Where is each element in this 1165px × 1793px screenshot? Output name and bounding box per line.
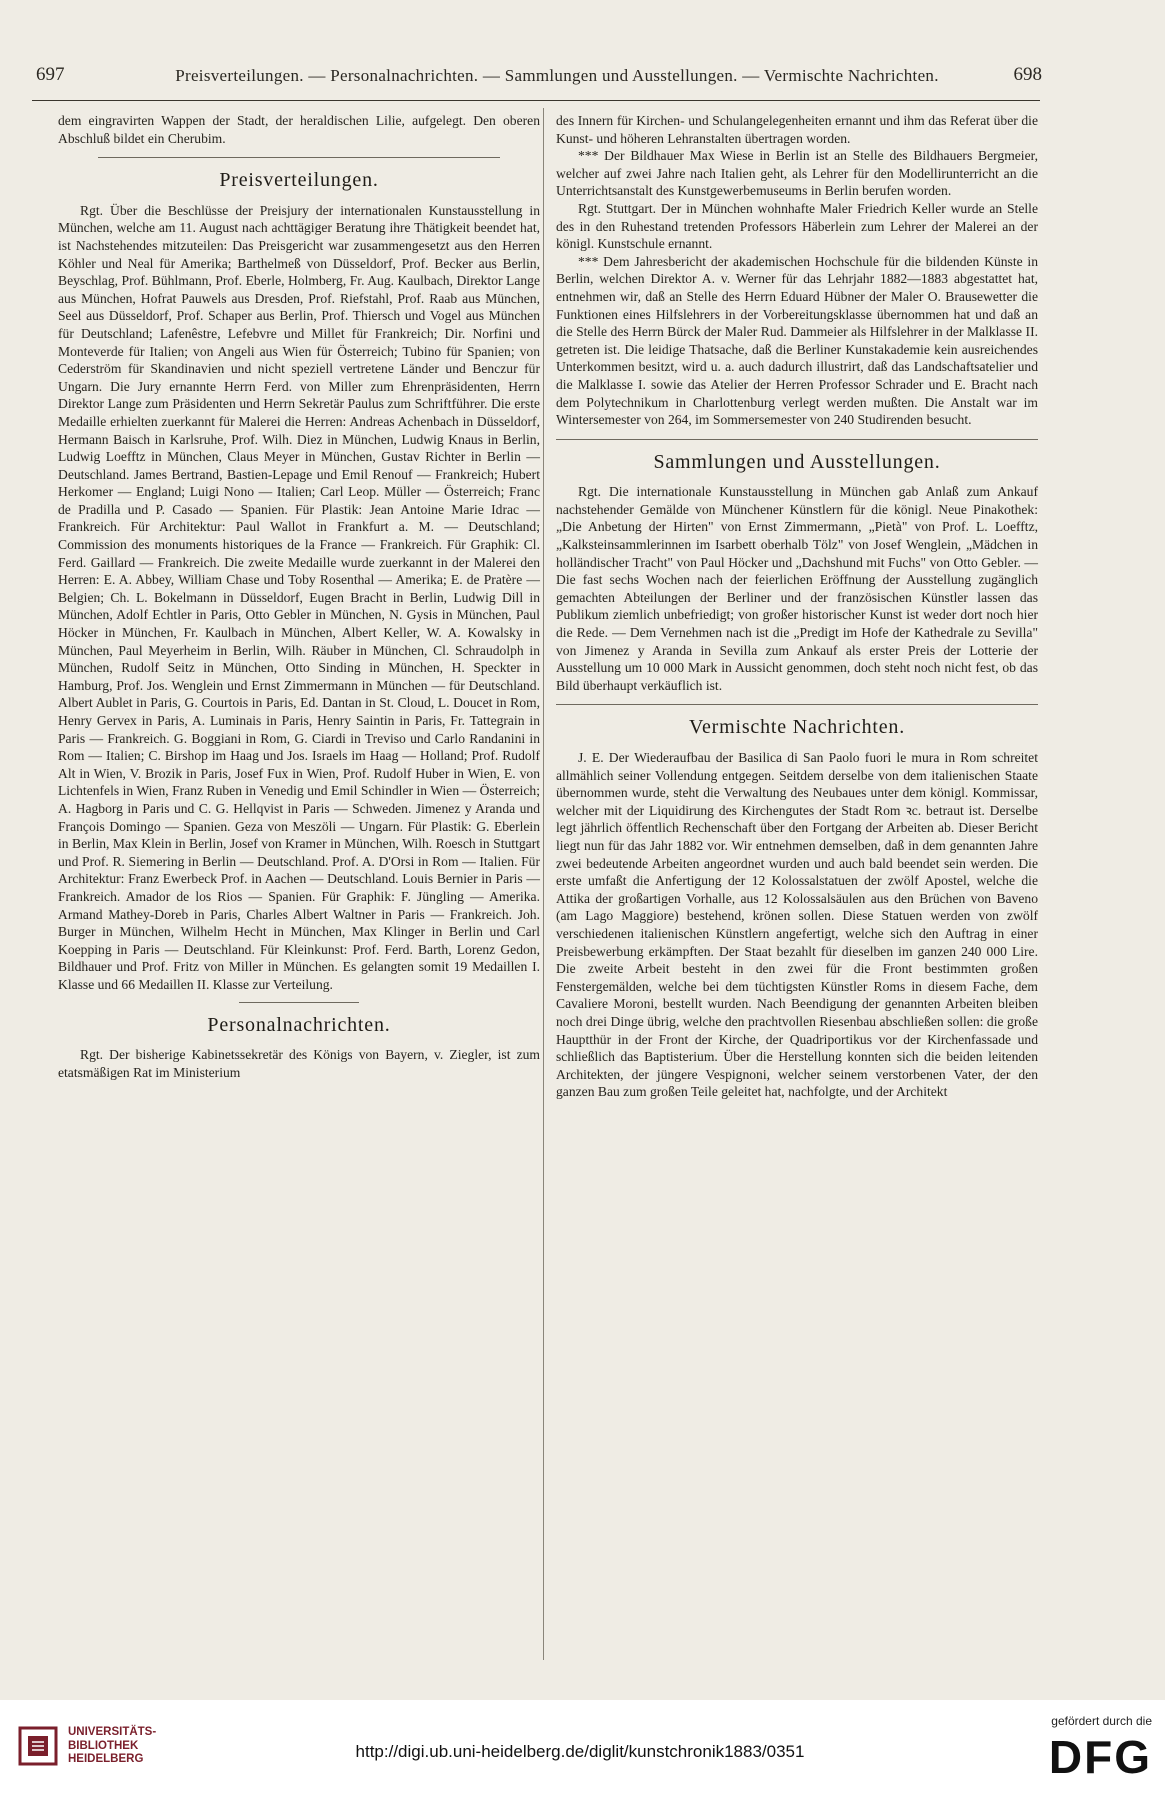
personalnachrichten-text: Rgt. Der bisherige Kabinetssekretär des Königs von Bayern, v. Ziegler, ist zum etatsmäßigen Rat im Ministerium bbox=[58, 1047, 540, 1080]
library-name: UNIVERSITÄTS- BIBLIOTHEK HEIDELBERG bbox=[68, 1726, 157, 1765]
paragraph-wiese: *** Der Bildhauer Max Wiese in Berlin ist an Stelle des Bildhauers Bergmeier, welcher auf zwei Jahre nach Italien geht, als Lehrer für den Modellirunterricht an die Unterrichtsanstalt des Kunstgewerbemuseums in Berlin berufen worden. bbox=[556, 148, 1038, 199]
paragraph-stuttgart: Rgt. Stuttgart. Der in München wohnhafte Maler Friedrich Keller wurde an Stelle des in den Ruhestand tretenden Professors Häberlein zum Lehrer der Malerei an der königl. Kunstschule ernannt. bbox=[556, 200, 1038, 252]
left-column bbox=[58, 112, 540, 1081]
page-number-right: 698 bbox=[1013, 64, 1042, 85]
section-rule bbox=[98, 157, 500, 158]
running-head bbox=[32, 62, 1042, 90]
digitization-footer bbox=[0, 1700, 1165, 1793]
section-title-sammlungen: Sammlungen und Ausstellungen. bbox=[653, 450, 941, 473]
dfg-wordmark: DFG bbox=[1048, 1731, 1152, 1783]
section-title-preisverteilungen: Preisverteilungen. bbox=[219, 169, 379, 192]
library-logo[interactable] bbox=[16, 1722, 166, 1782]
dfg-logo[interactable] bbox=[1032, 1714, 1152, 1789]
permalink-url[interactable]: http://digi.ub.uni-heidelberg.de/diglit/kunstchronik1883/0351 bbox=[355, 1742, 805, 1761]
section-rule bbox=[556, 704, 1038, 705]
running-title: Preisverteilungen. — Personalnachrichten. — Sammlungen und Ausstellungen. — Vermischte Nachrichten. bbox=[175, 66, 939, 85]
page-number-left: 697 bbox=[36, 64, 65, 85]
right-column bbox=[556, 112, 1038, 1101]
header-rule bbox=[32, 100, 1040, 101]
sammlungen-text: Rgt. Die internationale Kunstausstellung in München gab Anlaß zum Ankauf nachstehender Gemälde von Münchener Künstlern für die königl. Neue Pinakothek: „Die Anbetung der Hirten" von Ernst Zimmermann, „Pietà" von Prof. L. Loefftz, „Kalksteinsammlerinnen im Isarbett oberhalb Tölz" von Josef Wenglein, „Mädchen in holländischer Tracht" von Paul Höcker und „Dachshund mit Fuchs" von Otto Gebler. — Die fast sechs Wochen nach der feierlichen Eröffnung der Ausstellung zugänglich gemachten Abteilungen der Berliner und der französischen Künstler lassen das Publikum ziemlich unbefriedigt; von großer historischer Kunst ist weder dort noch hier die Rede. — Dem Vernehmen nach ist die „Predigt im Hofe der Kathedrale zu Sevilla" von Jimenez y Aranda in Sevilla zum Ankauf als erster Preis der Lotterie der Ausstellung um 10 000 Mark in Aussicht genommen, doch steht noch nicht fest, ob das Bild überhaupt verkäuflich ist. bbox=[556, 484, 1038, 693]
section-title-vermischte: Vermischte Nachrichten. bbox=[688, 716, 906, 739]
vermischte-text: J. E. Der Wiederaufbau der Basilica di San Paolo fuori le mura in Rom schreitet allmählich seiner Vollendung entgegen. Seitdem derselbe von dem italienischen Staate übernommen wurde, steht die Verwaltung des Neubaues unter dem königl. Kommissar, welcher mit der Liquidirung des Kirchengutes der Stadt Rom ꝛc. betraut ist. Derselbe legt jährlich öffentlich Rechenschaft über den Fortgang der Arbeiten ab. Dieser Bericht liegt nun für das Jahr 1882 vor. Wir entnehmen demselben, daß in dem genannten Jahre zwei bedeutende Arbeiten angeordnet wurden und auch bald beendet sein werden. Die erste umfaßt die Anfertigung der 12 Kolossalstatuen der zwölf Apostel, welche die Attika der großartigen Vorhalle, aus 12 Kolossalsäulen aus den Brüchen von Baveno (am Lago Maggiore) bestehend, krönen sollen. Diese Statuen werden von zwölf verschiedenen italienischen Künstlern angefertigt, welche sich den Auftrag in einer Preisbewerbung erkämpften. Der Staat bezahlt für dieselben im ganzen 240 000 Lire. Die zweite Arbeit besteht in den zwei für die Front bestimmten großen Fenstergemälden, welche bei dem tüchtigsten Künstler Roms in diesem Fache, dem Cavaliere Moroni, bestellt wurden. Nach Beendigung der genannten Arbeiten bleiben noch drei Dinge übrig, welche den prachtvollen Riesenbau abschließen sollen: die große Hauptthür in der Front der Kirche, der Quadriportikus vor der Kirchenfassade und schließlich das Baptisterium. Über die Herstellung konnten sich die beiden leitenden Architekten, der jüngere Vespignoni, welcher seinem verstorbenen Vater, der den ganzen Bau zum großen Teile geleitet hat, nachfolgte, und der Architekt bbox=[556, 750, 1038, 1100]
university-seal-icon bbox=[16, 1724, 60, 1768]
funding-text: gefördert durch die bbox=[1051, 1714, 1152, 1728]
preisverteilungen-text: Rgt. Über die Beschlüsse der Preisjury der internationalen Kunstausstellung in München, welche am 11. August nach achttägiger Beratung ihre Thätigkeit beendet hat, ist Nachstehendes mitzuteilen: Das Preisgericht war zusammengesetzt aus den Herren Köhler und Neal für Amerika; Barthelmeß von Düsseldorf, Prof. Becker aus Berlin, Beyschlag, Prof. Bühlmann, Prof. Eberle, Holmberg, Fr. Aug. Kaulbach, Direktor Lange aus München, Hofrat Pauwels aus Dresden, Prof. Riefstahl, Prof. Raab aus München, Seel aus Düsseldorf, Prof. Schaper aus Berlin, Prof. Thiersch und Vogel aus München für Deutschland; Lafenêstre, Lefebvre und Millet für Frankreich; Dir. Norfini und Monteverde für Italien; von Angeli aus Wien für Österreich; Tubino für Spanien; von Cederström für Skandinavien und nicht speziell vertretene Länder und Benczur für Ungarn. Die Jury ernannte Herrn Ferd. von Miller zum Ehrenpräsidenten, Herrn Direktor Lange zum Präsidenten und Herrn Sekretär Paulus zum Schriftführer. Die erste Medaille erhielten zuerkannt für Malerei die Herren: Andreas Achenbach in Düsseldorf, Hermann Baisch in Karlsruhe, Prof. Wilh. Diez in München, Ludwig Knaus in Berlin, Ludwig Loefftz in München, Claus Meyer in München, Gustav Richter in Berlin — Deutschland. James Bertrand, Bastien-Lepage und Emil Renouf — Frankreich; Hubert Herkomer — England; Luigi Nono — Italien; Carl Leop. Müller — Österreich; Franc de Pradilla und P. Casado — Spanien. Für Plastik: Jean Antoine Marie Idrac — Frankreich. Für Architektur: Paul Wallot in Frankfurt a. M. — Deutschland; Commission des monuments historiques de la France — Frankreich. Für Graphik: Cl. Ferd. Gaillard — Frankreich. Die zweite Medaille wurde zuerkannt in der Malerei den Herren: E. A. Abbey, William Chase und Toby Rosenthal — Amerika; E. de Pratère — Belgien; Ch. L. Bokelmann in Düsseldorf, Eugen Bracht in Berlin, Ludwig Dill in München, Adolf Echtler in Paris, Otto Gebler in München, N. Gysis in München, Paul Höcker in München, Fr. Kaulbach in München, Albert Keller, W. A. Kowalsky in München, Paul Meyerheim in Berlin, Wilh. Räuber in München, Cl. Schraudolph in München, Rudolf Seitz in München, Otto Sinding in München, H. Speckter in Hamburg, Prof. Jos. Wenglein und Ernst Zimmermann in München — für Deutschland. Albert Aublet in Paris, G. Courtois in Paris, Ed. Dantan in St. Cloud, L. Doucet in Rom, Henry Gervex in Paris, A. Luminais in Paris, Henry Saintin in Paris, Fr. Tattegrain in Paris — Frankreich. G. Boggiani in Rom, G. Ciardi in Treviso und Carlo Randanini in Rom — Italien; C. Birshop im Haag und Jos. Israels im Haag — Holland; Prof. Rudolf Alt in Wien, V. Brozik in Paris, Josef Fux in Wien, Prof. Rudolf Huber in Wien, E. von Lichtenfels in Wien, Franz Ruben in Venedig und Emil Schindler in Wien — Österreich; A. Hagborg in Paris und C. G. Hellqvist in Paris — Schweden. Jimenez y Aranda und François Domingo — Spanien. Geza von Meszöli — Ungarn. Für Plastik: G. Eberlein in Berlin, Max Klein in Berlin, Josef von Kramer in München, Wilh. Roesch in Stuttgart und Prof. R. Siemering in Berlin — Deutschland. Prof. A. D'Orsi in Rom — Italien. Für Architektur: Franz Ewerbeck Prof. in Aachen — Deutschland. Louis Bernier in Paris — Frankreich. Amador de los Rios — Spanien. Für Graphik: F. Jüngling — Amerika. Armand Mathey-Doreb in Paris, Charles Albert Waltner in Paris — Frankreich. Joh. Burger in München, Wilhelm Hecht in München, Max Klinger in Berlin und Carl Koepping in Paris — Deutschland. Für Kleinkunst: Prof. Ferd. Barth, Lorenz Gedon, Bildhauer und Prof. Fritz von Miller in München. Es gelangten somit 19 Medaillen I. Klasse und 66 Medaillen II. Klasse zur Verteilung. bbox=[58, 202, 540, 992]
column-divider bbox=[543, 108, 544, 1660]
paragraph-akademie: *** Dem Jahresbericht der akademischen Hochschule für die bildenden Künste in Berlin, welchen Direktor A. v. Werner für das Lehrjahr 1882—1883 abgestattet hat, entnehmen wir, daß an Stelle des Herrn Eduard Hübner der Maler O. Brausewetter die Funktionen eines Hilfslehrers in der Vorbereitungsklasse übernommen hat und daß an die Stelle des Herrn Bürck der Maler Rud. Dammeier als Hilfslehrer in der Malklasse II. getreten ist. Die leidige Thatsache, daß die Berliner Kunstakademie kein ausreichendes Unterkommen besitzt, wird u. a. auch dadurch illustrirt, daß das Landschaftsatelier und die Malklasse I. sowie das Atelier der Herren Professor Schrader und E. Bracht nach dem Polytechnikum in Charlottenburg verlegt werden mußten. Die Anstalt war im Wintersemester von 264, im Sommersemester von 240 Studirenden besucht. bbox=[556, 253, 1038, 428]
section-rule bbox=[556, 439, 1038, 440]
section-rule bbox=[239, 1002, 359, 1003]
intro-paragraph: dem eingravirten Wappen der Stadt, der heraldischen Lilie, aufgelegt. Den oberen Abschluß bildet ein Cherubim. bbox=[58, 113, 540, 146]
section-title-personalnachrichten: Personalnachrichten. bbox=[207, 1013, 391, 1036]
continuation-paragraph: des Innern für Kirchen- und Schulangelegenheiten ernannt und ihm das Referat über die Kunst- und höheren Lehranstalten übertragen worden. bbox=[556, 113, 1038, 146]
